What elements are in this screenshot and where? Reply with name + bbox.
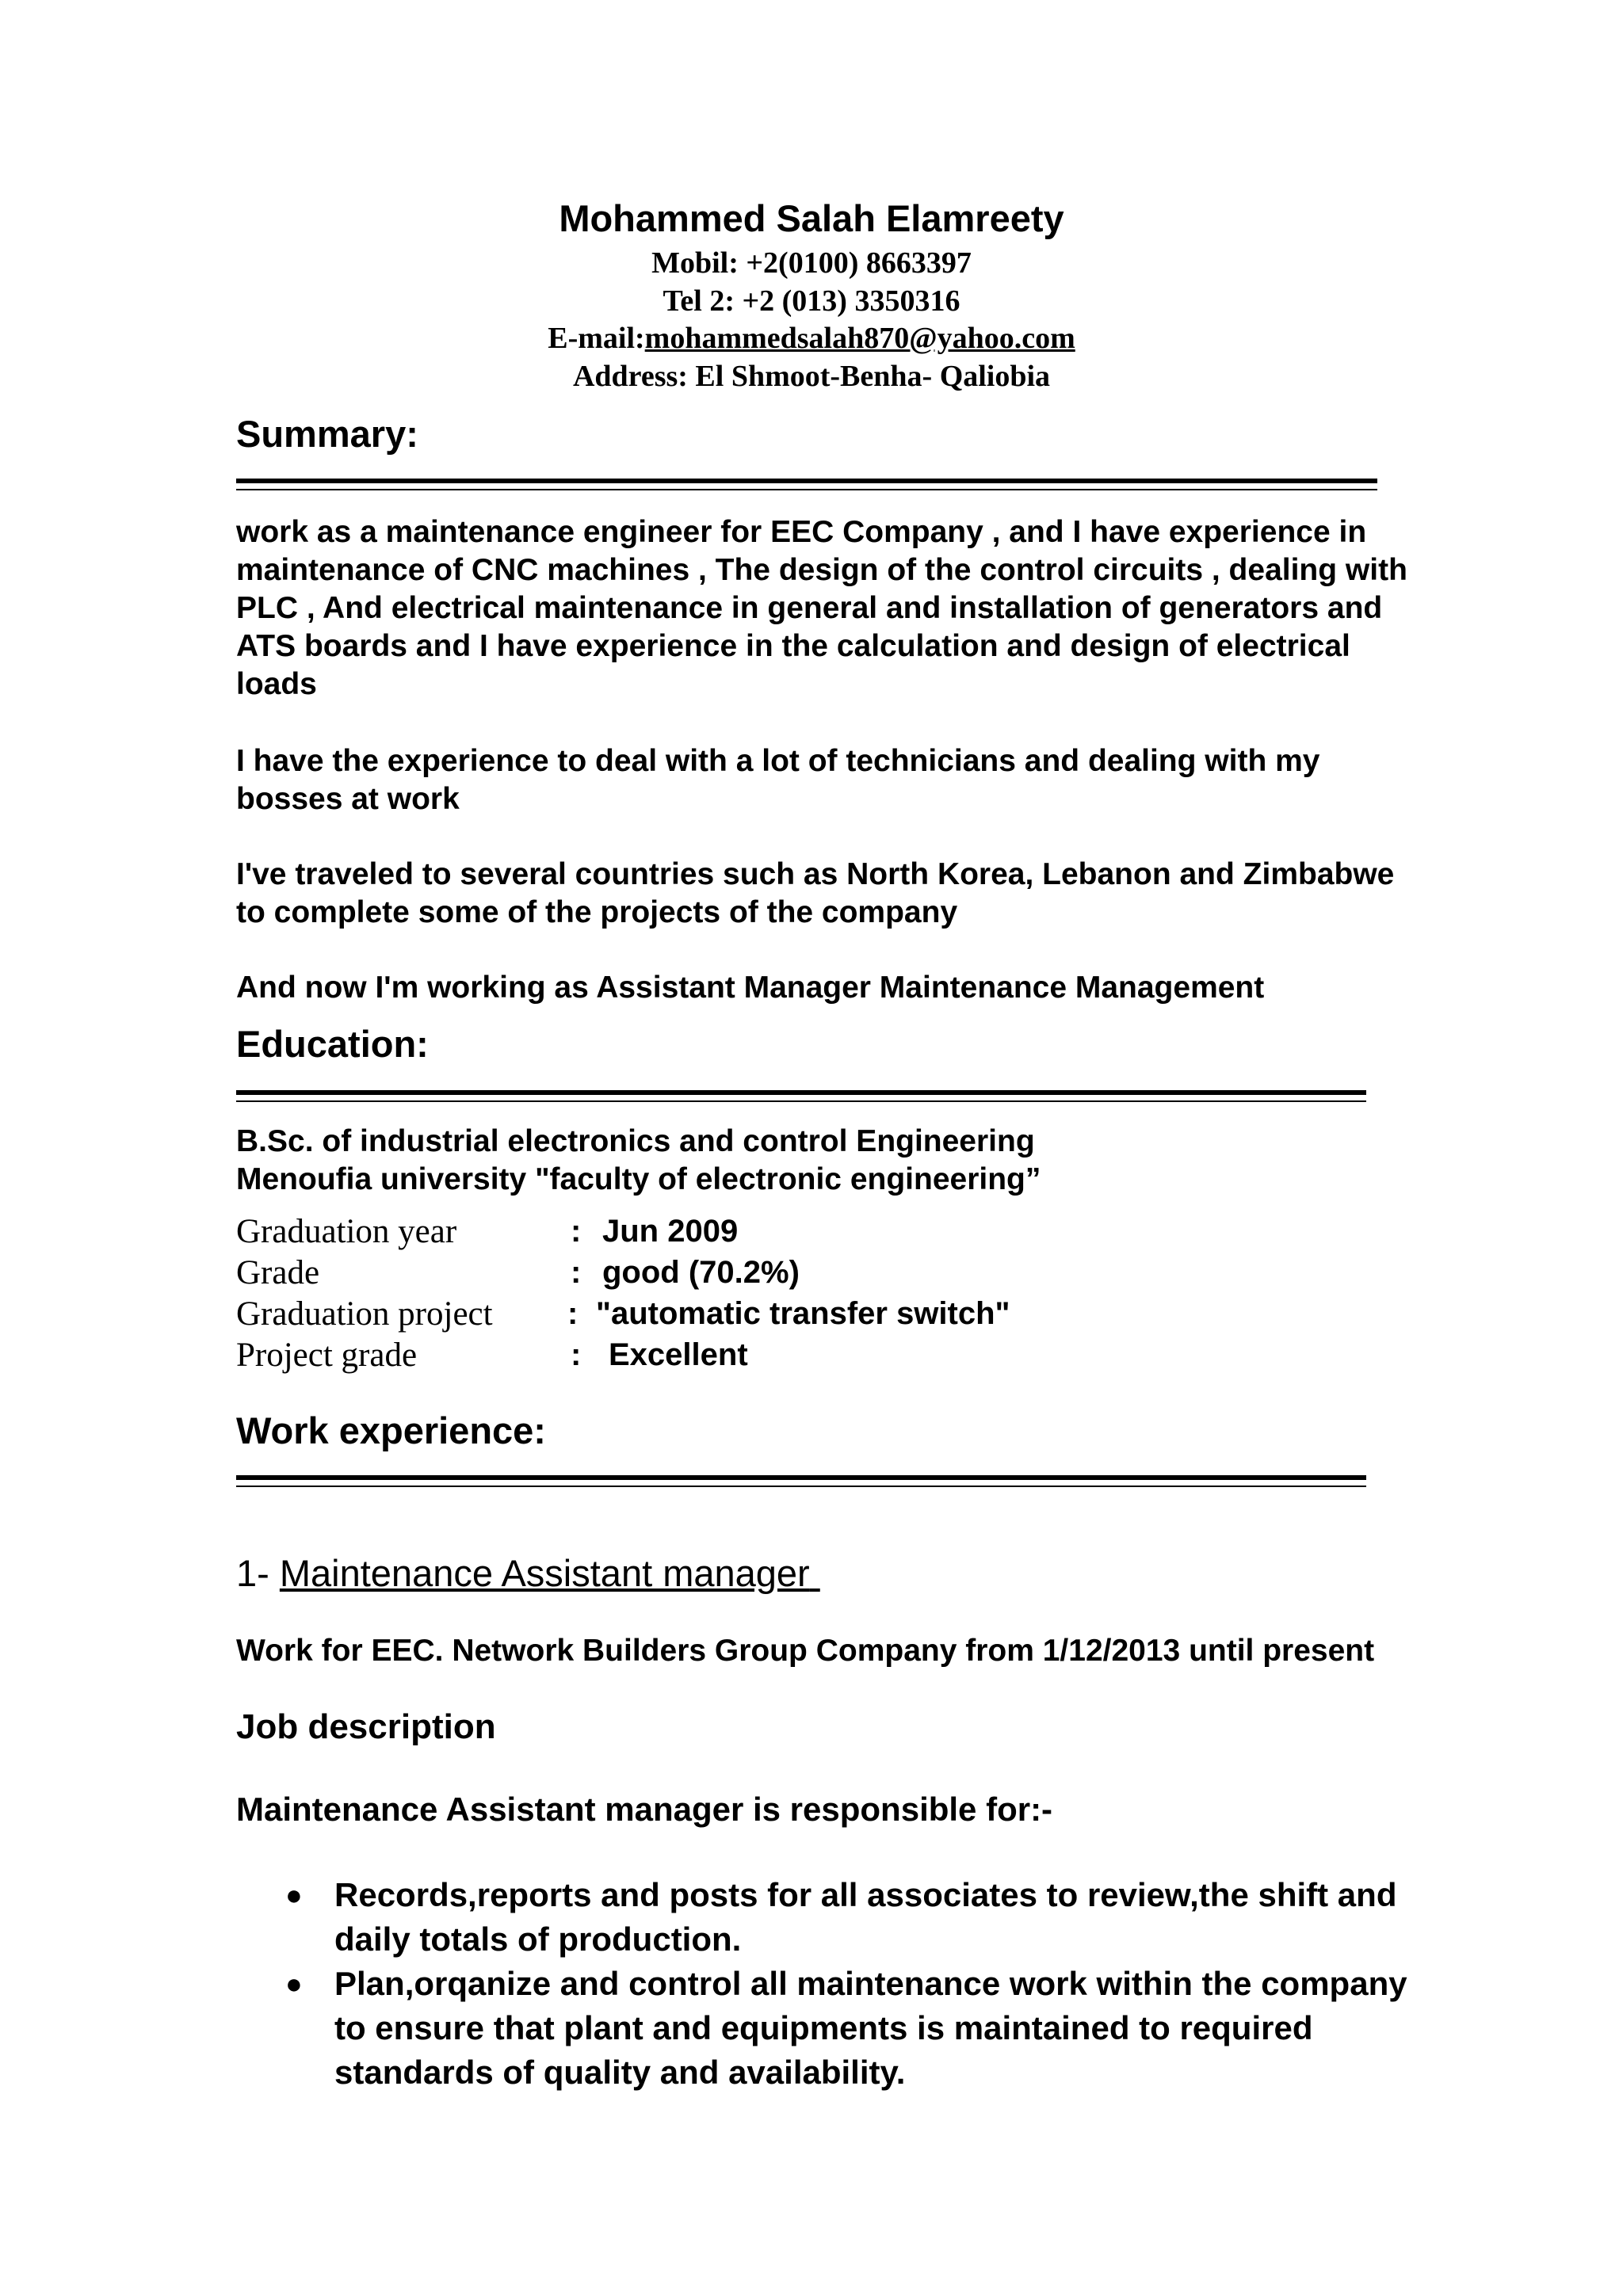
detail-label-project-grade: Project grade — [236, 1337, 418, 1374]
detail-value-grade: good (70.2%) — [602, 1255, 800, 1290]
education-rule-thick — [236, 1090, 1366, 1095]
detail-colon: : — [571, 1255, 582, 1290]
education-heading: Education: — [236, 1023, 429, 1065]
summary-paragraph-2: I have the experience to deal with a lot of technicians and dealing with my bosses at work — [236, 744, 1320, 816]
telephone-number: Tel 2: +2 (013) 3350316 — [663, 284, 960, 318]
detail-label-graduation-project: Graduation project — [236, 1295, 493, 1333]
responsibilities-intro: Maintenance Assistant manager is responsible for:- — [236, 1791, 1053, 1828]
job-description-label: Job description — [236, 1707, 496, 1746]
detail-label-grade: Grade — [236, 1254, 320, 1291]
mobile-number: Mobil: +2(0100) 8663397 — [651, 246, 972, 280]
detail-label-graduation-year: Graduation year — [236, 1213, 457, 1250]
bullet-icon: ● — [285, 1967, 303, 2000]
job-title-line — [236, 1551, 820, 1595]
list-item — [285, 1962, 1444, 2095]
detail-colon: : — [571, 1337, 582, 1372]
education-rule-thin — [236, 1100, 1366, 1102]
summary-paragraph-3: I've traveled to several countries such as North Korea, Lebanon and Zimbabwe to complete some of the projects of the company — [236, 857, 1395, 929]
company-line: Work for EEC. Network Builders Group Company from 1/12/2013 until present — [236, 1634, 1375, 1668]
detail-value-graduation-year: Jun 2009 — [602, 1214, 739, 1249]
summary-rule-thin — [236, 489, 1377, 490]
detail-value-project-grade: Excellent — [609, 1337, 748, 1372]
list-item-text: Records,reports and posts for all associates to review,the shift and daily totals of production. — [334, 1876, 1397, 1958]
detail-colon: : — [571, 1214, 582, 1249]
responsibilities-list — [285, 1873, 1444, 2095]
address-line: Address: El Shmoot-Benha- Qaliobia — [572, 360, 1051, 393]
university-name: Menoufia university "faculty of electronic engineering” — [236, 1162, 1041, 1196]
detail-value-graduation-project: "automatic transfer switch" — [596, 1296, 1010, 1331]
summary-paragraph-1: work as a maintenance engineer for EEC Company , and I have experience in maintenance of CNC machines , The design of the control circuits , dealing with PLC , And electrical maintenance in general and installation of generators and ATS boards and I have experience in the calculation and design of electrical loads — [236, 515, 1407, 701]
summary-heading: Summary: — [236, 413, 418, 455]
detail-colon: : — [567, 1296, 579, 1331]
email-label: E-mail: — [548, 322, 645, 355]
work-rule-thick — [236, 1475, 1366, 1480]
work-experience-heading: Work experience: — [236, 1409, 546, 1451]
degree-title: B.Sc. of industrial electronics and control Engineering — [236, 1124, 1035, 1158]
list-item-text: Plan,orqanize and control all maintenance work within the company to ensure that plant and equipments is maintained to required standards of quality and availability. — [334, 1965, 1407, 2091]
list-item — [285, 1873, 1444, 1962]
email-link[interactable]: mohammedsalah870@yahoo.com — [644, 322, 1075, 355]
work-rule-thin — [236, 1486, 1366, 1487]
job-number: 1- — [236, 1552, 269, 1594]
candidate-name: Mohammed Salah Elamreety — [559, 197, 1064, 239]
bullet-icon: ● — [285, 1878, 303, 1911]
summary-rule-thick — [236, 479, 1377, 483]
email-line — [0, 321, 1623, 356]
summary-paragraph-4: And now I'm working as Assistant Manager Maintenance Management — [236, 971, 1265, 1005]
job-title: Maintenance Assistant manager — [279, 1552, 810, 1594]
